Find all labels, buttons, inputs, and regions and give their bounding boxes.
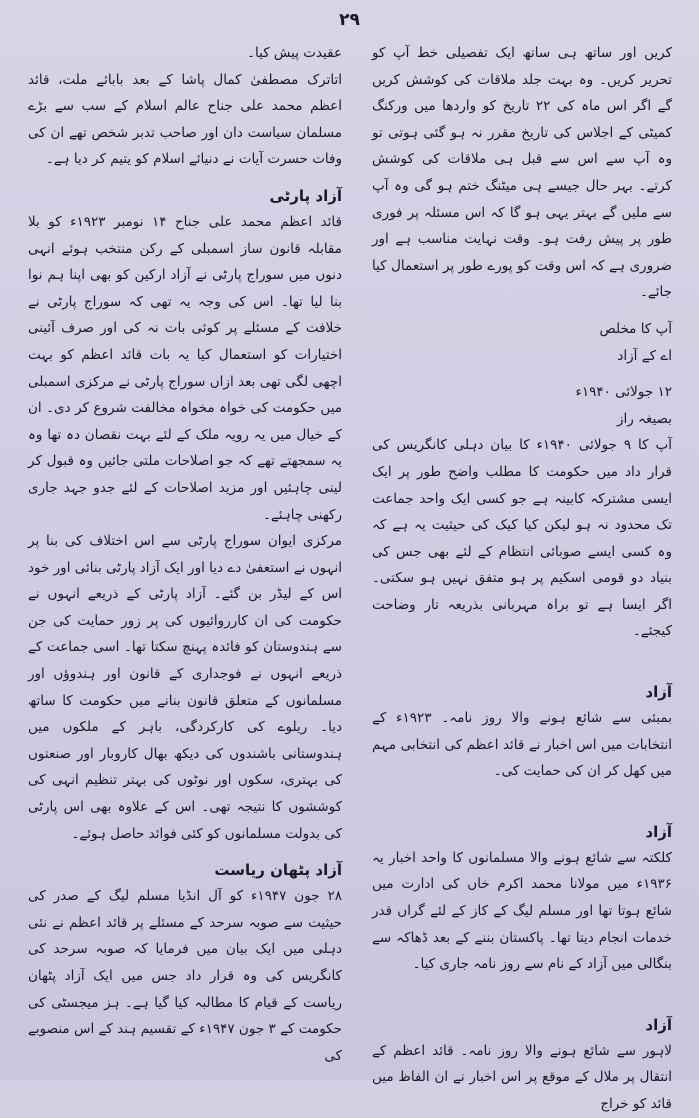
section-title-azad-party: آزاد پارٹی [269,186,342,205]
entry-text-azad-calcutta: کلکتہ سے شائع ہونے والا مسلمانوں کا واحد اخبار یہ ۱۹۳۶ء میں مولانا محمد اکرم خاں کی ادارت میں شائع ہوتا تھا اور مسلم لیگ کے کاز کے لئے گراں قدر خدمات انجام دیتا تھا۔ پاکستان بننے کے بعد ڈھاکہ سے بنگالی میں آزاد کے نام سے روز نامہ جاری کیا۔ [372,849,672,973]
reply-heading: بصیغہ راز [616,410,672,427]
entry-text-azad-bombay: بمبئی سے شائع ہونے والا روز نامہ۔ ۱۹۲۳ء کے انتخابات میں اس اخبار نے قائد اعظم کی انتخابی مہم میں کھل کر ان کی حمایت کی۔ [372,710,672,780]
page-number: ۲۹ [339,10,360,30]
azad-party-paragraph-1: قائد اعظم محمد علی جناح ۱۴ نومبر ۱۹۲۳ء کو بلا مقابلہ قانون ساز اسمبلی کے رکن منتخب ہوئے انہی دنوں میں سوراج پارٹی نے آزاد ارکین کو بھی اپنا ہم نوا بنا لیا تھا۔ اس کی وجہ یہ تھی کہ سوراج پارٹی نے خلافت کے مسئلے پر کوئی بات نہ کی اور صرف آئینی اختیارات کو استعمال کیا یہ بات قائد اعظم کو بہت اچھی لگی تھی بعد ازاں سوراج پارٹی نے مرکزی اسمبلی میں حکومت کی خواہ مخواہ مخالفت شروع کر دی۔ ان کے خیال میں یہ رویہ ملک کے لئے بہت نقصان دہ تھا وہ یہ سمجھتے تھے کہ جو اصلاحات ملتی جائیں وہ قبول کر لینی چاہئیں اور مزید اصلاحات کے لئے جدو جہد جاری رکھنی چاہئے۔ [28,213,342,523]
reply-body: آپ کا ۹ جولائی ۱۹۴۰ء کا بیان دہلی کانگریس کی قرار داد میں حکومت کا مطلب واضح طور پر ایک ایسی مشترکہ کابینہ ہے جو کسی ایک واحد جماعت تک محدود نہ ہو لیکن کیا کیک کی حیثیت یہ ہے کہ وہ کسی ایسے صوبائی انتظام کے لئے بھی جس کی بنیاد دو قومی اسکیم پر ہو متفق نہیں ہو سکتی۔ اگر ایسا ہے تو براہ مہربانی بذریعہ تار وضاحت کیجئے۔ [372,437,672,640]
letter-body-tail: کریں اور ساتھ ہی ساتھ ایک تفصیلی خط آپ کو تحریر کریں۔ وہ بہت جلد ملاقات کی کوشش کریں گے اگر اس ماہ کی ۲۲ تاریخ کو واردھا میں ورکنگ کمیٹی کے اجلاس کی تاریخ مقرر نہ ہو گئی ہوتی تو وہ آپ سے اس سے قبل ہی ملاقات کی کوشش کرتے۔ بہر حال جیسے ہی میٹنگ ختم ہو گی وہ آپ سے ملیں گے بہتر یہی ہو گا کہ اس مسئلہ پر فوری طور پر پیش رفت ہو۔ وقت نہایت مناسب ہے اور ضروری ہے کہ اس وقت کو پورے طور پر استعمال کیا جائے۔ [372,45,672,301]
entry-title-azad-lahore: آزاد [645,1015,672,1034]
right-column [372,40,672,1118]
azad-pathan-paragraph: ۲۸ جون ۱۹۴۷ء کو آل انڈیا مسلم لیگ کے صدر کی حیثیت سے صوبہ سرحد کے مسئلے پر قائد اعظم نے نئی دہلی میں ایک بیان میں فرمایا کہ صوبہ سرحد کی کانگریس کی وہ قرار داد جس میں ایک آزاد پٹھان ریاست کے قیام کا مطالبہ کیا گیا ہے۔ ہز میجسٹی کی حکومت کے ۳ جون ۱۹۴۷ء کے تقسیم ہند کے اس منصوبے کی [28,888,342,1064]
letter-signoff: آپ کا مخلص [599,320,672,337]
left-column [28,40,342,1069]
entry-text-azad-lahore: لاہور سے شائع ہونے والا روز نامہ۔ قائد اعظم کے انتقال پر ملال کے موقع پر اس اخبار نے ان الفاظ میں قائد کو خراج [372,1042,672,1112]
tribute-text: اتاترک مصطفیٰ کمال پاشا کے بعد بابائے ملت، قائد اعظم محمد علی جناح عالم اسلام کے سب سے بڑے مسلمان سیاست دان اور صاحب تدبر شخص تھے ان کی وفات حسرت آیات نے دنیائے اسلام کو یتیم کر دیا ہے۔ [28,71,342,168]
tribute-tail: عقیدت پیش کیا۔ [247,45,342,61]
azad-party-paragraph-2: مرکزی ایوان سوراج پارٹی سے اس اختلاف کی بنا پر انہوں نے استعفیٰ دے دیا اور ایک آزاد پارٹی بنائی اور خود اس کے لیڈر بن گئے۔ آزاد پارٹی کے ذریعے انہوں نے حکومت کی ان کارروائیوں کی پر زور حمایت کی جن سے ہندوستان کو فائدہ پہنچ سکتا تھا۔ اسی جماعت کے ذریعے انہوں نے فوجداری کے قانون اور ہندوؤں اور مسلمانوں کے متعلق قانون بنانے میں حکومت کا ساتھ دیا۔ ریلوے کی کارکردگی، باہر کے ملکوں میں ہندوستانی باشندوں کی دیکھ بھال کاروبار اور صنعتوں کی بہتری، سکوں اور نوٹوں کی بہتر تنظیم انہی کی کوششوں کا نتیجہ تھی۔ اس کے علاوہ بھی اس پارٹی کی بدولت مسلمانوں کو کئی فوائد حاصل ہوئے۔ [28,533,342,842]
section-title-azad-pathan-state: آزاد پٹھان ریاست [214,861,342,880]
entry-title-azad-calcutta: آزاد [645,822,672,841]
entry-title-azad-bombay: آزاد [645,683,672,702]
letter-signature: اے کے آزاد [617,347,672,364]
reply-date: ۱۲ جولائی ۱۹۴۰ء [575,384,672,401]
